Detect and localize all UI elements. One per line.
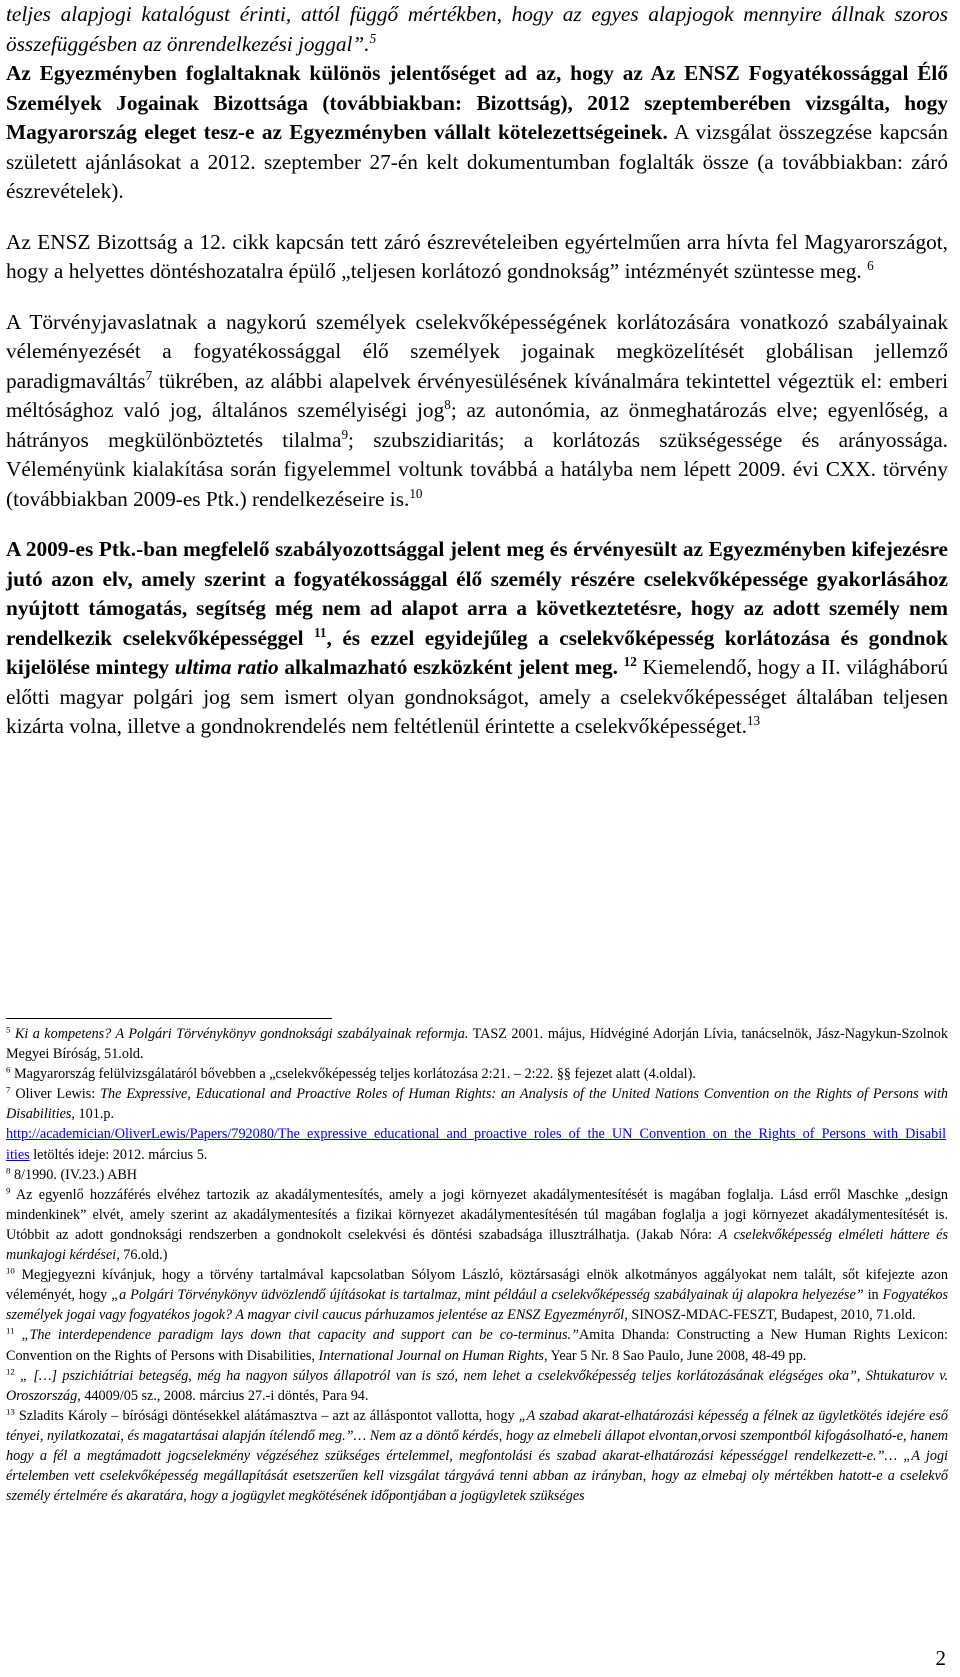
footnote-italic: International Journal on Human Rights (318, 1347, 544, 1364)
paragraph-4-text-2: tükrében, az alábbi alapelvek érvényesülésének kívánalmára tekintettel végeztük el: emberi méltósághoz való jog, általános személyiségi jog (6, 368, 948, 422)
footnote-italic: „ […] pszichiátriai betegség, még ha nagyon súlyos állapotról van is szó, nem lehet a cselekvőképesség teljes korlátozásának elégséges oka”, Shtukaturov v. Oroszország, (6, 1367, 948, 1404)
footnote-separator (6, 1018, 332, 1019)
footnote-ref-13[interactable]: 13 (746, 712, 761, 728)
footnote-italic: „The interdependence paradigm lays down that capacity and support can be co-terminus.” (14, 1327, 579, 1344)
paragraph-4-text-4: ; szubszidiaritás; a korlátozás szükségessége és arányossága. Véleményünk kialakítása során figyelemmel voltunk továbbá a hatályba nem lépett 2009. évi CXX. törvény (továbbiakban 2009-es Ptk.) rendelkezéseire is. (6, 427, 948, 511)
footnote-italic: „a Polgári Törvénykönyv üdvözlendő újításokat is tartalmaz, mint például a cselekvőképesség szabályainak új alapokra helyezése” (111, 1287, 864, 1304)
footnote-text: Amita Dhanda: Constructing a New Human Rights Lexicon: Convention on the Rights of Persons with Disabilities, (6, 1327, 948, 1364)
footnote-number: 7 (6, 1084, 11, 1095)
paragraph-5-italic: ultima ratio (174, 655, 279, 679)
footnote-ref-11[interactable]: 11 (314, 624, 327, 640)
footnote-number: 10 (6, 1265, 15, 1276)
paragraph-3 (6, 228, 948, 287)
footnote-text: 101.p. (74, 1106, 114, 1123)
paragraph-4 (6, 308, 948, 515)
footnote-number: 13 (6, 1406, 15, 1417)
paragraph-1 (6, 0, 948, 59)
footnote-ref-6[interactable]: 6 (867, 257, 874, 273)
footnote-7 (6, 1084, 948, 1164)
footnote-number: 12 (6, 1365, 15, 1376)
footnote-text: letöltés ideje: 2012. március 5. (29, 1146, 208, 1163)
footnote-text: TASZ 2001. május, Hídvéginé Adorján Lívia, tanácselnök, Jász-Nagykun-Szolnok Megyei Bíróság, 51.old. (6, 1026, 948, 1063)
paragraph-2-bold: Az Egyezményben foglaltaknak különös jelentőséget ad az, hogy az Az ENSZ Fogyatékossággal Élő Személyek Jogainak Bizottsága (továbbiakban: Bizottság), 2012 szeptemberében vizsgálta, hogy Magyarország eleget tesz-e az Egyezményben vállalt kötelezettségeinek. (6, 61, 948, 144)
paragraph-3-text: Az ENSZ Bizottság a 12. cikk kapcsán tett záró észrevételeiben egyértelműen arra hívta fel Magyarországot, hogy a helyettes döntéshozatalra épülő „teljesen korlátozó gondnokság” intézményét szüntesse meg. (6, 229, 948, 283)
footnote-text: Magyarország felülvizsgálatáról bővebben a „cselekvőképesség teljes korlátozása 2:21. – 2:22. §§ fejezet alatt (4.oldal). (10, 1066, 696, 1083)
footnote-ref-8[interactable]: 8 (444, 396, 451, 412)
footnote-text: SINOSZ-MDAC-FESZT, Budapest, 2010, 71.old. (627, 1307, 916, 1324)
footnote-13 (6, 1406, 948, 1506)
footnote-9 (6, 1185, 948, 1265)
footnote-number: 9 (6, 1185, 11, 1196)
footnote-ref-12[interactable]: 12 (623, 653, 637, 669)
document-body (6, 0, 948, 742)
footnote-text: , 76.old.) (116, 1247, 168, 1264)
footnote-number: 6 (6, 1064, 11, 1075)
page-number: 2 (935, 1646, 946, 1670)
footnote-10 (6, 1265, 948, 1325)
footnote-italic: Ki a kompetens? A Polgári Törvénykönyv gondnoksági szabályainak reformja. (14, 1026, 469, 1042)
paragraph-5-text: Kiemelendő, hogy a II. világháború előtti magyar polgári jog sem ismert olyan gondnokságot, amely a cselekvőképességet általában teljesen kizárta volna, illetve a gondnokrendelés nem feltétlenül érintette a cselekvőképességet. (6, 655, 948, 738)
footnote-12 (6, 1366, 948, 1406)
footnote-text: Oliver Lewis: (10, 1086, 101, 1103)
paragraph-1-text: teljes alapjogi katalógust érinti, attól függő mértékben, hogy az egyes alapjogok mennyire állnak szoros összefüggésben az önrendelkezési joggal”. (6, 2, 948, 56)
footnote-italic: „A szabad akarat-elhatározási képesség a félnek az ügyletkötés idejére eső tényei, nyilatkozatai, és magatartásai alapján ítélendő meg.”… Nem az a döntő kérdés, hogy az elmebeli állapot elvontan,orvosi szempontból kifogásolható-e, hanem hogy a fél a megtámadott jogcselekmény végzéséhez szükséges értelemmel, megfontolási és szabad akarat-elhatározási képességgel rendelkezett-e.”… „A jogi értelemben vett cselekvőképesség megállapítását esetszerűen kell vizsgálat tárgyává tenni abban az irányban, hogy az elmebaj oly mértékben hatott-e a cselekvő személy értelmére és akaratára, hogy a jogügylet megkötésének időpontjában a jogügyletek szükséges (6, 1407, 948, 1505)
paragraph-5-bold-3: alkalmazható eszközként jelent meg. (284, 655, 618, 679)
footnote-text: Szladits Károly – bírósági döntésekkel alátámasztva – azt az álláspontot vallotta, hogy (14, 1407, 519, 1424)
paragraph-2 (6, 59, 948, 207)
footnote-italic: Fogyatékos személyek jogai vagy fogyatékos jogok? A magyar civil caucus párhuzamos jelentése az ENSZ Egyezményről, (6, 1287, 948, 1324)
paragraph-4-text-1: A Törvényjavaslatnak a nagykorú személyek cselekvőképességének korlátozására vonatkozó szabályainak véleményezését a fogyatékossággal élő személyek jogainak megközelítését globálisan jellemző paradigmaváltás (6, 309, 948, 393)
footnote-italic: A cselekvőképesség elméleti háttere és munkajogi kérdései (6, 1226, 948, 1264)
footnote-link[interactable]: http://academician/OliverLewis/Papers/792080/The_expressive_educational_and_proactive_roles_of_the_UN_Convention_on_the_Rights_of_Persons_with_Disabilities (6, 1126, 947, 1163)
paragraph-2-text: A vizsgálat összegzése kapcsán született ajánlásokat a 2012. szeptember 27-én kelt dokumentumban foglalták össze (a továbbiakban: záró észrevételek). (6, 120, 948, 203)
footnote-text: 44009/05 sz., 2008. március 27.-i döntés, Para 94. (80, 1387, 369, 1404)
footnote-5 (6, 1024, 948, 1064)
footnote-number: 11 (6, 1325, 15, 1336)
footnote-ref-10[interactable]: 10 (409, 485, 423, 501)
footnote-text: , Year 5 Nr. 8 Sao Paulo, June 2008, 48-49 pp. (543, 1347, 807, 1364)
footnote-italic: The Expressive, Educational and Proactive Roles of Human Rights: an Analysis of the United Nations Convention on the Rights of Persons with Disabilities, (6, 1086, 949, 1123)
footnote-text: 8/1990. (IV.23.) ABH (10, 1166, 138, 1183)
footnote-8 (6, 1165, 948, 1185)
footnote-text: Az egyenlő hozzáférés elvéhez tartozik az akadálymentesítés, amely a jogi környezet akadálymentesítését is magában foglalja. Lásd erről Maschke „design mindenkinek” elvét, amely szerint az akadálymentesítés a fizikai környezet akadálymentesítésén túl magában foglalja a jogi környezet akadálymentesítését is. Utóbbit az adott gondnoksági rendszerben a gondnokolt cselekvési és döntési szabadsága illusztrálhatja. (Jakab Nóra: (6, 1186, 948, 1243)
footnote-text: Megjegyezni kívánjuk, hogy a törvény tartalmával kapcsolatban Sólyom László, köztársasági elnök alkotmányos aggályokat nem talált, sőt kifejezte azon véleményét, hogy (6, 1267, 948, 1304)
paragraph-5-bold-2: , és ezzel egyidejűleg a cselekvőképesség korlátozása és gondnok kijelölése mintegy (6, 625, 949, 679)
footnote-number: 8 (6, 1164, 11, 1175)
paragraph-5 (6, 535, 948, 742)
footnote-text: in (863, 1287, 883, 1304)
footnotes (6, 1024, 948, 1506)
footnote-6 (6, 1064, 948, 1084)
footnote-11 (6, 1325, 948, 1365)
paragraph-4-text-3: ; az autonómia, az önmeghatározás elve; egyenlőség, a hátrányos megkülönböztetés tilalma (6, 398, 948, 452)
footnote-ref-9[interactable]: 9 (341, 426, 349, 442)
paragraph-5-bold-1: A 2009-es Ptk.-ban megfelelő szabályozottsággal jelent meg és érvényesült az Egyezményben kifejezésre jutó azon elv, amely szerint a fogyatékossággal élő személy részére cselekvőképessége gyakorlásához nyújtott támogatás, segítség még nem ad alapot arra a következtetésre, hogy az adott személy nem rendelkezik cselekvőképességgel (6, 537, 948, 650)
footnote-number: 5 (6, 1024, 11, 1035)
footnote-ref-5[interactable]: 5 (369, 30, 377, 46)
footnote-ref-7[interactable]: 7 (145, 367, 153, 383)
